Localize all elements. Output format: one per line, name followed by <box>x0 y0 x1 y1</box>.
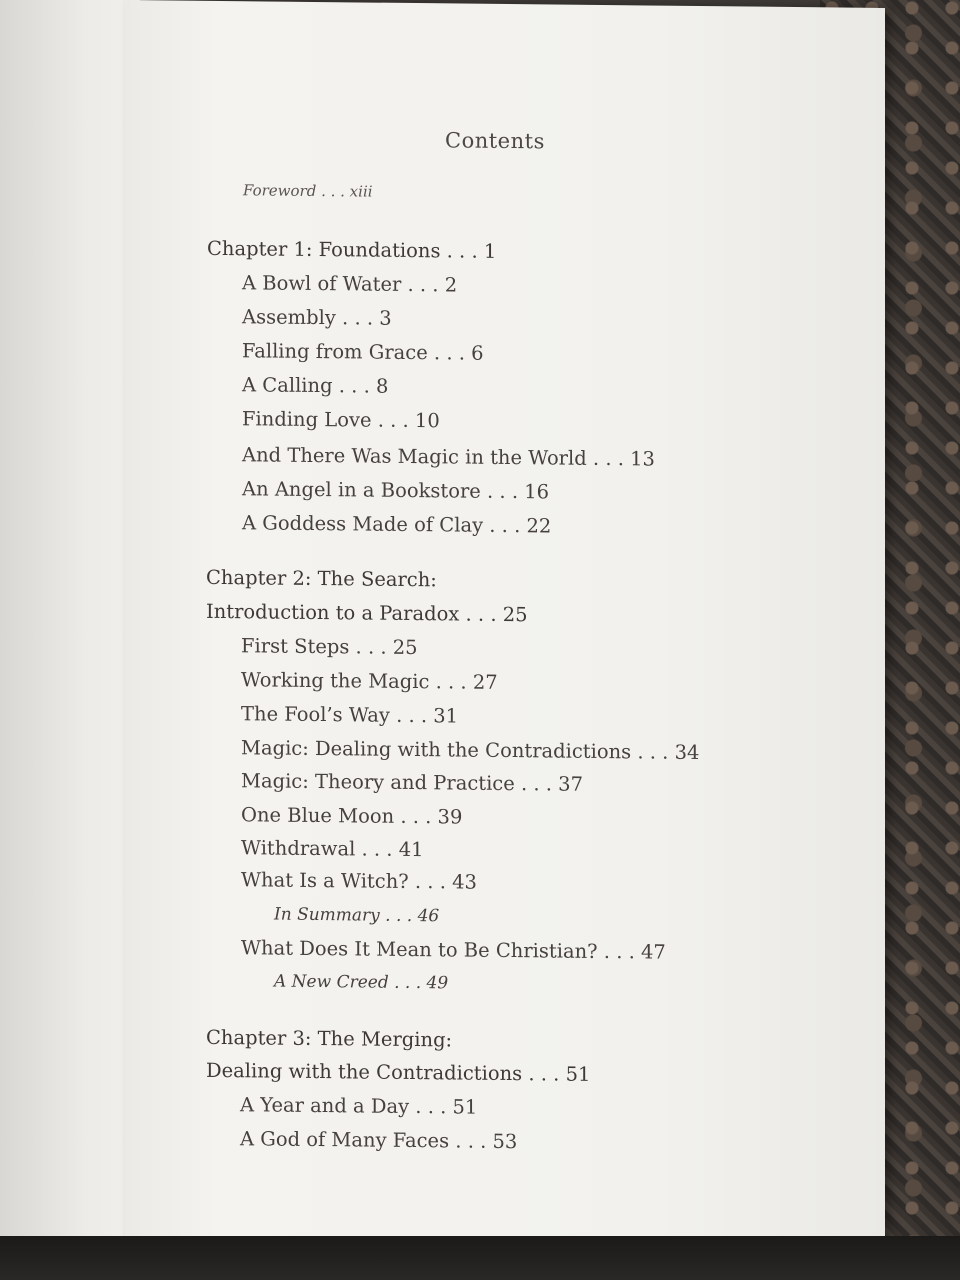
toc-entry: A Year and a Day . . . 51 <box>240 1093 478 1119</box>
toc-entry-chapter-3: Chapter 3: The Merging: <box>206 1025 453 1052</box>
bottom-shadow <box>0 1236 960 1280</box>
toc-entry: Withdrawal . . . 41 <box>241 836 424 862</box>
toc-entry: And There Was Magic in the World . . . 13 <box>242 443 655 471</box>
toc-entry-chapter-2-subtitle: Introduction to a Paradox . . . 25 <box>206 599 528 627</box>
table-of-contents <box>125 0 885 1252</box>
page-title: Contents <box>445 128 545 154</box>
toc-entry: A Calling . . . 8 <box>242 373 389 398</box>
toc-subentry: A New Creed . . . 49 <box>274 971 449 994</box>
toc-subentry: In Summary . . . 46 <box>274 904 440 927</box>
toc-entry: The Fool’s Way . . . 31 <box>241 702 459 728</box>
toc-entry: What Does It Mean to Be Christian? . . . 47 <box>241 936 666 964</box>
toc-entry: Magic: Theory and Practice . . . 37 <box>241 769 583 796</box>
toc-entry: A God of Many Faces . . . 53 <box>240 1127 518 1154</box>
toc-entry: First Steps . . . 25 <box>241 634 418 660</box>
toc-entry-chapter-1: Chapter 1: Foundations . . . 1 <box>207 236 497 263</box>
toc-entry: Falling from Grace . . . 6 <box>242 339 484 365</box>
toc-entry: An Angel in a Bookstore . . . 16 <box>242 477 550 504</box>
toc-entry: Assembly . . . 3 <box>242 305 392 330</box>
toc-entry: Working the Magic . . . 27 <box>241 668 498 694</box>
toc-entry: Finding Love . . . 10 <box>242 407 440 433</box>
toc-entry: A Goddess Made of Clay . . . 22 <box>242 511 552 538</box>
toc-entry-chapter-3-subtitle: Dealing with the Contradictions . . . 51 <box>206 1058 591 1086</box>
toc-entry-foreword: Foreword . . . xiii <box>243 181 373 201</box>
toc-entry-chapter-2: Chapter 2: The Search: <box>206 565 437 592</box>
toc-entry: Magic: Dealing with the Contradictions . . . 34 <box>241 736 700 765</box>
toc-entry: What Is a Witch? . . . 43 <box>241 868 477 894</box>
toc-entry: One Blue Moon . . . 39 <box>241 803 463 829</box>
left-page-edge <box>0 0 140 1250</box>
book-page <box>125 0 885 1252</box>
toc-entry: A Bowl of Water . . . 2 <box>242 271 458 297</box>
